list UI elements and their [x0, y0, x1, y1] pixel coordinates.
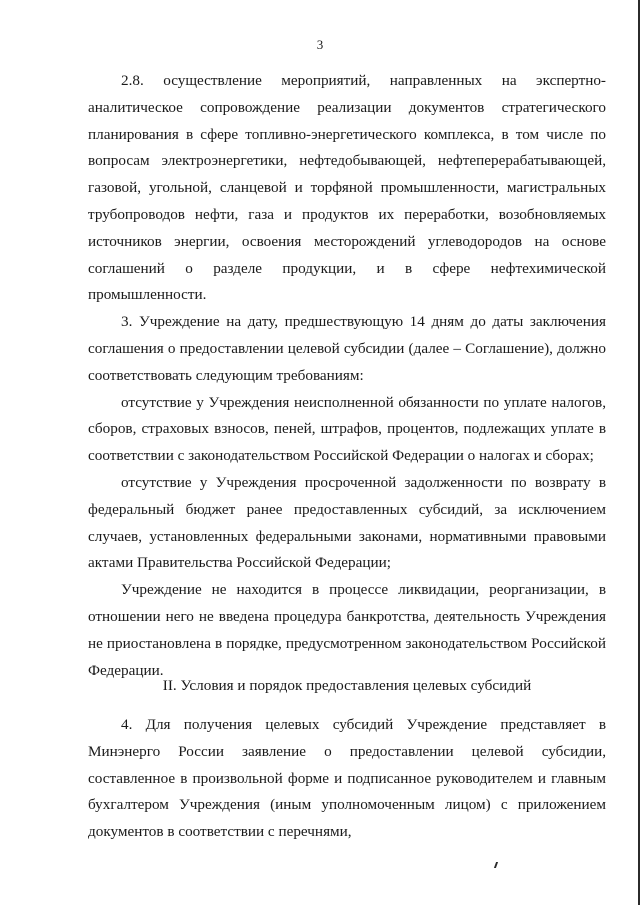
page-number: 3: [316, 37, 324, 52]
body-text-bottom: [88, 712, 606, 846]
requirement-liquidation: Учреждение не находится в процессе ликвидации, реорганизации, в отношении него не введена процедура банкротства, деятельность Учреждения не приостановлена в порядке, предусмотренном законодательством Российской Федерации.: [88, 581, 606, 679]
paragraph-4: 4. Для получения целевых субсидий Учреждение представляет в Минэнерго России заявление о предоставлении целевой субсидии, составленное в произвольной форме и подписанное руководителем и главным бухгалтером Учреждения (иным уполномоченным лицом) с приложением документов в соответствии с перечнями,: [88, 716, 606, 841]
requirement-taxes: отсутствие у Учреждения неисполненной обязанности по уплате налогов, сборов, страховых взносов, пеней, штрафов, процентов, подлежащих уплате в соответствии с законодательством Российской Федерации о налогах и сборах;: [88, 393, 606, 465]
section-heading: II. Условия и порядок предоставления целевых субсидий: [162, 677, 532, 694]
requirement-debt: отсутствие у Учреждения просроченной задолженности по возврату в федеральный бюджет ранее предоставленных субсидий, за исключением случаев, установленных федеральными законами, нормативными правовыми актами Правительства Российской Федерации;: [88, 473, 606, 572]
body-text-top: [88, 68, 606, 684]
scan-mark: [494, 862, 498, 868]
paragraph-3: 3. Учреждение на дату, предшествующую 14 дням до даты заключения соглашения о предоставлении целевой субсидии (далее – Соглашение), должно соответствовать следующим требованиям:: [88, 313, 606, 384]
paragraph-2-8: 2.8. осуществление мероприятий, направленных на экспертно-аналитическое сопровождение реализации документов стратегического планирования в сфере топливно-энергетического комплекса, в том числе по вопросам электроэнергетики, нефтедобывающей, нефтеперерабатывающей, газовой, угольной, сланцевой и торфяной промышленности, магистральных трубопроводов нефти, газа и продуктов их переработки, возобновляемых источников энергии, освоения месторождений углеводородов на основе соглашений о разделе продукции, и в сфере нефтехимической промышленности.: [88, 72, 606, 304]
